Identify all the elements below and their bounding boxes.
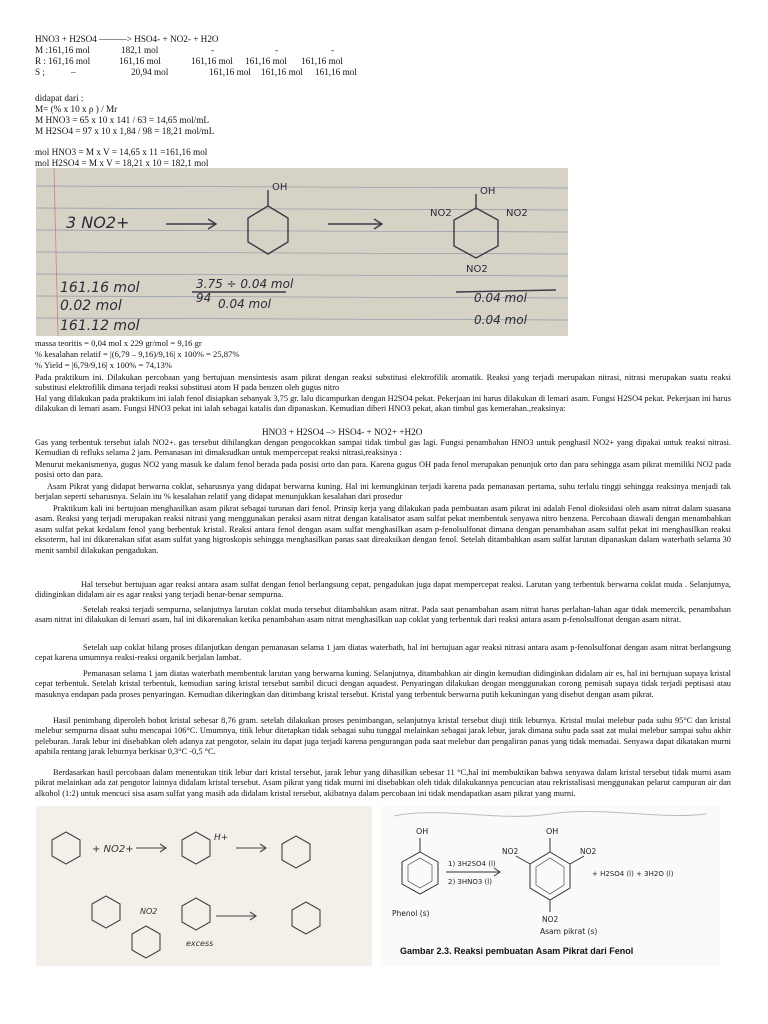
cell: 20,94 mol: [131, 67, 169, 77]
byproducts-label: + H2SO4 (l) + 3H2O (l): [592, 870, 674, 878]
no2-label: NO2: [502, 847, 519, 856]
photo-oh-label: OH: [480, 186, 496, 197]
cell: 161,16 mol: [315, 67, 357, 77]
derivation-line: mol H2SO4 = M x V = 18,21 x 10 = 182,1 mol: [35, 158, 209, 168]
figure-caption: Gambar 2.3. Reaksi pembuatan Asam Pikrat dari Fenol: [400, 946, 634, 956]
result-line: % kesalahan relatif = |(6,79 – 9,16)/9,16| x 100% = 25,87%: [35, 349, 240, 359]
phenol-label: Phenol (s): [392, 909, 430, 918]
note-text: 161.12 mol: [60, 318, 140, 334]
note-text: 3 NO2+: [66, 213, 130, 232]
note-text: 161.16 mol: [60, 280, 140, 296]
cell: 161,16 mol: [245, 56, 287, 66]
photo-no2-label: NO2: [506, 208, 528, 219]
reaction-equation: HNO3 + H2SO4 –> HSO4- + NO2+ +H2O: [262, 427, 423, 437]
sketch-note: H+: [214, 833, 229, 843]
cell: 161,16 mol: [209, 67, 251, 77]
paragraph: Hal yang dilakukan pada praktikum ini ialah fenol disiapkan sebanyak 3,75 gr. lalu dicampurkan dengan H2SO4 pekat. Pekerjaan ini harus dilakukan di lemari asam. Fungsi H2SO4 pekat. Pekerjaan ini harus dilakukan di lemari asam. Fungsi HNO3 pekat ini ialah sebagai katalis dan dipanaskan. Kemudian diberi HNO3 pekat, akan timbul gas kemerahan.,reaksinya:: [35, 394, 731, 414]
paragraph: Hasil penimbang diperoleh bobot kristal sebesar 8,76 gram. setelah dilakukan proses penimbangan, selanjutnya kristal tersebut diuji titik leburnya. Kristal mulai melebur pada suhu 95°C dan kristal melebur sempurna disaat suhu mencapai 106°C. Umumnya, titik lebur ditetapkan tidak sebagai suhu tunggal melainkan sebagai jarak lebur, jarak dimana suhu pada saat zat mulai melebur sampai suhu akhir peleburan. Jarak lebur ini disebabkan oleh adanya zat pengotor, selain itu dapat juga terjadi karena pengurangan pada saat melebur dan pengaliran panas yang tidak memadai. Senyawa dapat dikatakan murni apabila rentang jarak leburnya berkisar 0,3°C -0,5 °C.: [35, 716, 731, 757]
product-label: Asam pikrat (s): [540, 927, 598, 936]
paragraph: Hal tersebut bertujuan agar reaksi antara asam sulfat dengan fenol berlangsung cepat, pengadukan juga dapat mempercepat reaksi. Larutan yang terbentuk berwarna coklat muda . Selanjutnya, didinginkan didalam air es agar reaksi yang terjadi benar-benar sempurna.: [35, 580, 731, 600]
equation-row-m: [35, 45, 735, 56]
cell: –: [71, 67, 76, 77]
derivation-line: didapat dari :: [35, 93, 84, 103]
picric-oh-label: OH: [546, 827, 559, 836]
note-text: 0.04 mol: [474, 291, 527, 305]
paragraph: Menurut mekanismenya, gugus NO2 yang masuk ke dalam fenol berada pada posisi orto dan para. Karena gugus OH pada fenol merupakan penunjuk orto dan para sehingga asam pikrat memiliki NO2 pada posisi orto dan para.: [35, 460, 731, 480]
cell: S ;: [35, 67, 45, 77]
cell: 161,16 mol: [301, 56, 343, 66]
step-label: 1) 3H2SO4 (l): [448, 860, 496, 868]
sketch-note: + NO2+: [92, 844, 134, 855]
equation-line: HNO3 + H2SO4 ———> HSO4- + NO2- + H2O: [35, 34, 219, 44]
paragraph: Gas yang terbentuk tersebut ialah NO2+. gas tersebut dihilangkan dengan pengocokkan sampai tidak timbul gas lagi. Fungsi penambahan HNO3 untuk penghasil NO2+ yang dipakai untuk reaksi nitrasi. Kemudian di refluks selama 2 jam. Pemanasan ini dimaksudkan untuk mempercepat reaksi nitrasi,reaksinya :: [35, 438, 731, 458]
cell: -: [331, 45, 335, 55]
phenol-oh-label: OH: [416, 827, 429, 836]
derivation-line: M H2SO4 = 97 x 10 x 1,84 / 98 = 18,21 mol/mL: [35, 126, 215, 136]
equation-row-r: [35, 56, 735, 67]
paragraph: Praktikum kali ini bertujuan menghasilkan asam pikrat sebagai turunan dari fenol. Prinsip kerja yang dilakukan pada pembuatan asam pikrat ini adalah Fenol dioksidasi oleh asam nitrat dalam suasana asam. Reaksi yang terjadi merupakan reaksi nitrasi yang menggunakan peraksi asam nitrat dengan katalisator asam sulfat pekat membentuk senyawa nitro benzena. Percobaan diawali dengan menambahkan asam sulfat pekat kedalam fenol yang berbentuk kristal. Reaksi antara fenol dengan asam sulfat menghasilkan asam p-fenolsulfonat dimana dengan penambahan asam sulfat pekat ini menghasilkan reaksi eksoterm, hal ini dikarenakan sifat asam sulfat yang higroskopis sehingga menghasilkan panas saat direaksikan dengan fenol. Setelah ditambahkan asam sulfat larutan dipanaskan dalam waterbath selama 30 menit sambil dilakukan pengadukan.: [35, 504, 731, 555]
paragraph: Setelah reaksi terjadi sempurna, selanjutnya larutan coklat muda tersebut ditambahkan asam nitrat. Pada saat penambahan asam nitrat harus perlahan-lahan agar tidak memercik, penambahan asam nitrat ini dilakukan di lemari asam, hal ini dikarenakan ketika penambahan asam nitrat menghasilkan uap coklat yang terbentuk dari reaksi antara asam p-fenolsulfonat dengan asam nitrat.: [35, 605, 731, 625]
equation-row-s: [35, 67, 735, 78]
cell: R : 161,16 mol: [35, 56, 91, 66]
cell: M :161,16 mol: [35, 45, 90, 55]
note-text: 94: [196, 291, 212, 305]
result-line: % Yield = |6,79/9,16| x 100% = 74,13%: [35, 360, 172, 370]
photo-no2-label: NO2: [430, 208, 452, 219]
note-text: 3.75 ÷ 0.04 mol: [196, 277, 294, 291]
note-text: 0.04 mol: [218, 297, 271, 311]
mechanism-sketch: [36, 806, 372, 966]
derivation-line: M= (% x 10 x ρ ) / Mr: [35, 104, 118, 114]
no2-label: NO2: [542, 915, 559, 924]
handwritten-notes-photo: [36, 168, 568, 336]
sketch-note: excess: [186, 939, 214, 948]
cell: 161,16 mol: [119, 56, 161, 66]
sketch-note: NO2: [140, 907, 158, 916]
step-label: 2) 3HNO3 (l): [448, 878, 492, 886]
derivation-line: M HNO3 = 65 x 10 x 141 / 63 = 14,65 mol/mL: [35, 115, 209, 125]
paragraph: Asam Pikrat yang didapat berwarna coklat, seharusnya yang didapat berwarna kuning. Hal ini kemungkinan terjadi karena pada pemanasan pertama, suhu terlalu tinggi sehingga reaksinya menjadi tak berjalan seperti seharusnya. Selain itu % kesalahan relatif yang didapat menunjukkan kesalahan dari prosedur: [35, 482, 731, 502]
note-text: 0.04 mol: [474, 313, 527, 327]
paragraph: Pada praktikum ini. Dilakukan percobaan yang bertujuan mensintesis asam pikrat dengan reaksi substitusi elektrofilik aromatik. Reaksi yang terjadi merupakan nitrasi, nitrasi merupakan suatu reaksi substitusi elektrofilik dimana terjadi reaksi substitusi atom H pada benzen oleh gugus nitro: [35, 373, 731, 393]
cell: 161,16 mol: [191, 56, 233, 66]
derivation-line: mol HNO3 = M x V = 14,65 x 11 =161,16 mol: [35, 147, 208, 157]
note-text: 0.02 mol: [60, 298, 122, 314]
picric-acid-reaction-figure: [380, 806, 720, 966]
result-line: massa teoritis = 0,04 mol x 229 gr/mol = 9,16 gr: [35, 338, 202, 348]
paragraph: Berdasarkan hasil percobaan dalam menentukan titik lebur dari kristal tersebut, jarak lebur yang dihasilkan sebesar 11 °C,hal ini membuktikan bahwa senyawa dalam kristal tersebut tidak murni asam pikrat melainkan ada zat pengotor lainnya didalam kristal tersebut. Asam pikrat yang tidak murni ini disebabkan oleh tidak dilakukannya pencucian atau rekristalisasi menggunakan pelarut campuran air dan alkohol (1:2) untuk mencuci sisa asam sulfat yang masih ada didalam kristal tersebut, akibatnya dalam percobaan ini tidak mendapatkan asam pikrat yang murni.: [35, 768, 731, 798]
no2-label: NO2: [580, 847, 597, 856]
paragraph: Setelah uap coklat hilang proses dilanjutkan dengan pemanasan selama 1 jam diatas waterbath, hal ini bertujuan agar reaksi nitrasi antara asam p-fenolsulfonat dengan asam nitrat berlangsung cepat karena umumnya reaksi-reaksi organik berjalan lambat.: [35, 643, 731, 663]
paragraph: Pemanasan selama 1 jam diatas waterbath membentuk larutan yang berwarna kuning. Selanjutnya, ditambahkan air dingin kemudian didinginkan didalam air es, hal ini bertujuan supaya kristal cepat terbentuk. Setelah kristal terbentuk, kemudian saring kristal tersebut sambil dicuci dengan aquadest. Penyaringan dilakukan dengan menggunakan corong pemisah supaya tidak terjadi peptisasi atau masuknya endapan pada proses penyaringan. Kemudian dikeringkan dan ditimbang kristal tersebut. Kristal yang terbentuk berwarna putih kekuningan yang disebut dengan asam pikrat.: [35, 669, 731, 699]
cell: -: [211, 45, 215, 55]
cell: 182,1 mol: [121, 45, 159, 55]
cell: 161,16 mol: [261, 67, 303, 77]
cell: -: [275, 45, 279, 55]
photo-oh-label: OH: [272, 182, 288, 193]
photo-no2-label: NO2: [466, 264, 488, 275]
